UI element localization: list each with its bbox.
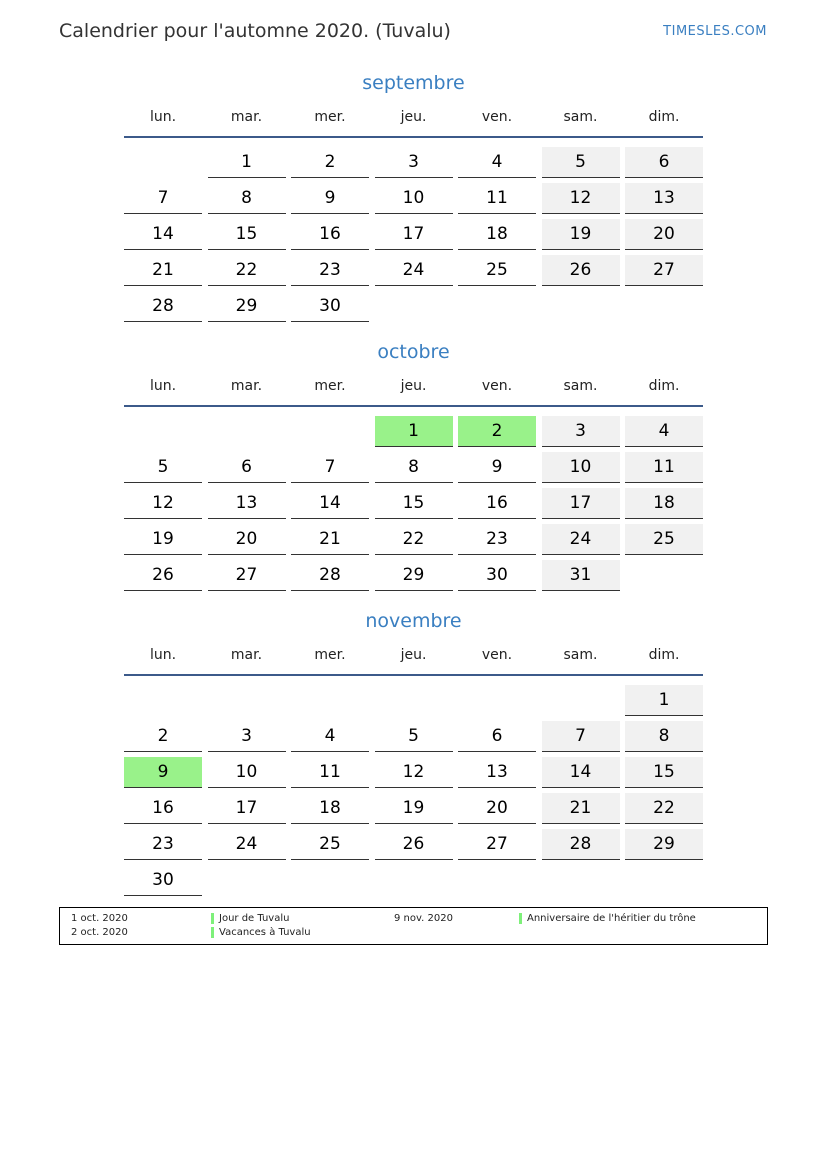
day-cell: 15: [375, 488, 453, 519]
weekend-day-cell: 19: [542, 219, 620, 250]
weekend-day-cell: 24: [542, 524, 620, 555]
day-cell: 21: [124, 255, 202, 286]
weekday-header: lun.: [149, 109, 177, 125]
day-cell: 22: [208, 255, 286, 286]
weekend-day-cell: 18: [625, 488, 703, 519]
day-cell: 9: [291, 183, 369, 214]
holiday-day-cell: 9: [124, 757, 202, 788]
month-name: octobre: [377, 341, 450, 363]
header-rule: [124, 405, 703, 407]
weekday-header: lun.: [149, 647, 177, 663]
month-name: septembre: [362, 72, 465, 94]
legend-holiday-name: Vacances à Tuvalu: [219, 927, 311, 938]
day-cell: 30: [124, 865, 202, 896]
day-cell: 13: [458, 757, 536, 788]
weekday-header: mer.: [314, 109, 346, 125]
day-cell: 4: [291, 721, 369, 752]
day-cell: 17: [208, 793, 286, 824]
day-cell: 5: [124, 452, 202, 483]
day-cell: 7: [291, 452, 369, 483]
weekday-header: dim.: [648, 378, 680, 394]
month-name: novembre: [365, 610, 462, 632]
weekend-day-cell: 17: [542, 488, 620, 519]
day-cell: 25: [291, 829, 369, 860]
weekend-day-cell: 28: [542, 829, 620, 860]
weekend-day-cell: 5: [542, 147, 620, 178]
day-cell: 4: [458, 147, 536, 178]
day-cell: 30: [291, 291, 369, 322]
holiday-day-cell: 2: [458, 416, 536, 447]
day-cell: 24: [375, 255, 453, 286]
day-cell: 10: [375, 183, 453, 214]
day-cell: 28: [291, 560, 369, 591]
weekend-day-cell: 13: [625, 183, 703, 214]
day-cell: 9: [458, 452, 536, 483]
weekday-header: jeu.: [400, 378, 427, 394]
day-cell: 23: [124, 829, 202, 860]
weekend-day-cell: 31: [542, 560, 620, 591]
day-cell: 26: [375, 829, 453, 860]
legend-date: 1 oct. 2020: [71, 913, 128, 924]
weekday-header: jeu.: [400, 647, 427, 663]
weekday-header: mar.: [230, 109, 263, 125]
legend-holiday-name: Jour de Tuvalu: [219, 913, 290, 924]
day-cell: 16: [458, 488, 536, 519]
day-cell: 8: [208, 183, 286, 214]
weekend-day-cell: 7: [542, 721, 620, 752]
day-cell: 23: [458, 524, 536, 555]
day-cell: 20: [458, 793, 536, 824]
weekend-day-cell: 3: [542, 416, 620, 447]
weekend-day-cell: 26: [542, 255, 620, 286]
weekend-day-cell: 15: [625, 757, 703, 788]
weekend-day-cell: 8: [625, 721, 703, 752]
weekend-day-cell: 22: [625, 793, 703, 824]
day-cell: 20: [208, 524, 286, 555]
holiday-day-cell: 1: [375, 416, 453, 447]
weekend-day-cell: 27: [625, 255, 703, 286]
header-rule: [124, 136, 703, 138]
day-cell: 19: [124, 524, 202, 555]
weekend-day-cell: 25: [625, 524, 703, 555]
weekday-header: jeu.: [400, 109, 427, 125]
page-title: Calendrier pour l'automne 2020. (Tuvalu): [59, 20, 451, 42]
day-cell: 7: [124, 183, 202, 214]
day-cell: 29: [208, 291, 286, 322]
day-cell: 14: [291, 488, 369, 519]
day-cell: 16: [124, 793, 202, 824]
weekend-day-cell: 11: [625, 452, 703, 483]
holiday-marker: [211, 927, 214, 938]
day-cell: 28: [124, 291, 202, 322]
day-cell: 23: [291, 255, 369, 286]
day-cell: 29: [375, 560, 453, 591]
day-cell: 11: [458, 183, 536, 214]
day-cell: 13: [208, 488, 286, 519]
holiday-marker: [211, 913, 214, 924]
day-cell: 10: [208, 757, 286, 788]
header-rule: [124, 674, 703, 676]
day-cell: 6: [458, 721, 536, 752]
weekday-header: sam.: [563, 647, 598, 663]
day-cell: 8: [375, 452, 453, 483]
day-cell: 12: [124, 488, 202, 519]
weekend-day-cell: 21: [542, 793, 620, 824]
day-cell: 30: [458, 560, 536, 591]
legend-date: 2 oct. 2020: [71, 927, 128, 938]
weekday-header: ven.: [481, 109, 513, 125]
weekend-day-cell: 12: [542, 183, 620, 214]
weekend-day-cell: 1: [625, 685, 703, 716]
weekday-header: mer.: [314, 378, 346, 394]
weekday-header: mar.: [230, 647, 263, 663]
weekday-header: sam.: [563, 378, 598, 394]
day-cell: 22: [375, 524, 453, 555]
day-cell: 6: [208, 452, 286, 483]
holiday-legend: [59, 907, 768, 945]
brand-link[interactable]: TIMESLES.COM: [663, 24, 767, 39]
weekend-day-cell: 4: [625, 416, 703, 447]
day-cell: 5: [375, 721, 453, 752]
weekday-header: mer.: [314, 647, 346, 663]
legend-date: 9 nov. 2020: [394, 913, 453, 924]
weekend-day-cell: 10: [542, 452, 620, 483]
day-cell: 3: [208, 721, 286, 752]
day-cell: 2: [124, 721, 202, 752]
weekend-day-cell: 29: [625, 829, 703, 860]
day-cell: 3: [375, 147, 453, 178]
weekend-day-cell: 6: [625, 147, 703, 178]
legend-holiday-name: Anniversaire de l'héritier du trône: [527, 913, 696, 924]
weekend-day-cell: 20: [625, 219, 703, 250]
day-cell: 1: [208, 147, 286, 178]
weekday-header: dim.: [648, 647, 680, 663]
holiday-marker: [519, 913, 522, 924]
day-cell: 15: [208, 219, 286, 250]
day-cell: 14: [124, 219, 202, 250]
day-cell: 2: [291, 147, 369, 178]
day-cell: 18: [291, 793, 369, 824]
day-cell: 27: [208, 560, 286, 591]
day-cell: 12: [375, 757, 453, 788]
weekend-day-cell: 14: [542, 757, 620, 788]
weekday-header: mar.: [230, 378, 263, 394]
weekday-header: sam.: [563, 109, 598, 125]
day-cell: 21: [291, 524, 369, 555]
day-cell: 27: [458, 829, 536, 860]
day-cell: 17: [375, 219, 453, 250]
weekday-header: dim.: [648, 109, 680, 125]
day-cell: 19: [375, 793, 453, 824]
weekday-header: ven.: [481, 647, 513, 663]
weekday-header: ven.: [481, 378, 513, 394]
day-cell: 26: [124, 560, 202, 591]
day-cell: 16: [291, 219, 369, 250]
weekday-header: lun.: [149, 378, 177, 394]
day-cell: 18: [458, 219, 536, 250]
day-cell: 24: [208, 829, 286, 860]
day-cell: 11: [291, 757, 369, 788]
day-cell: 25: [458, 255, 536, 286]
